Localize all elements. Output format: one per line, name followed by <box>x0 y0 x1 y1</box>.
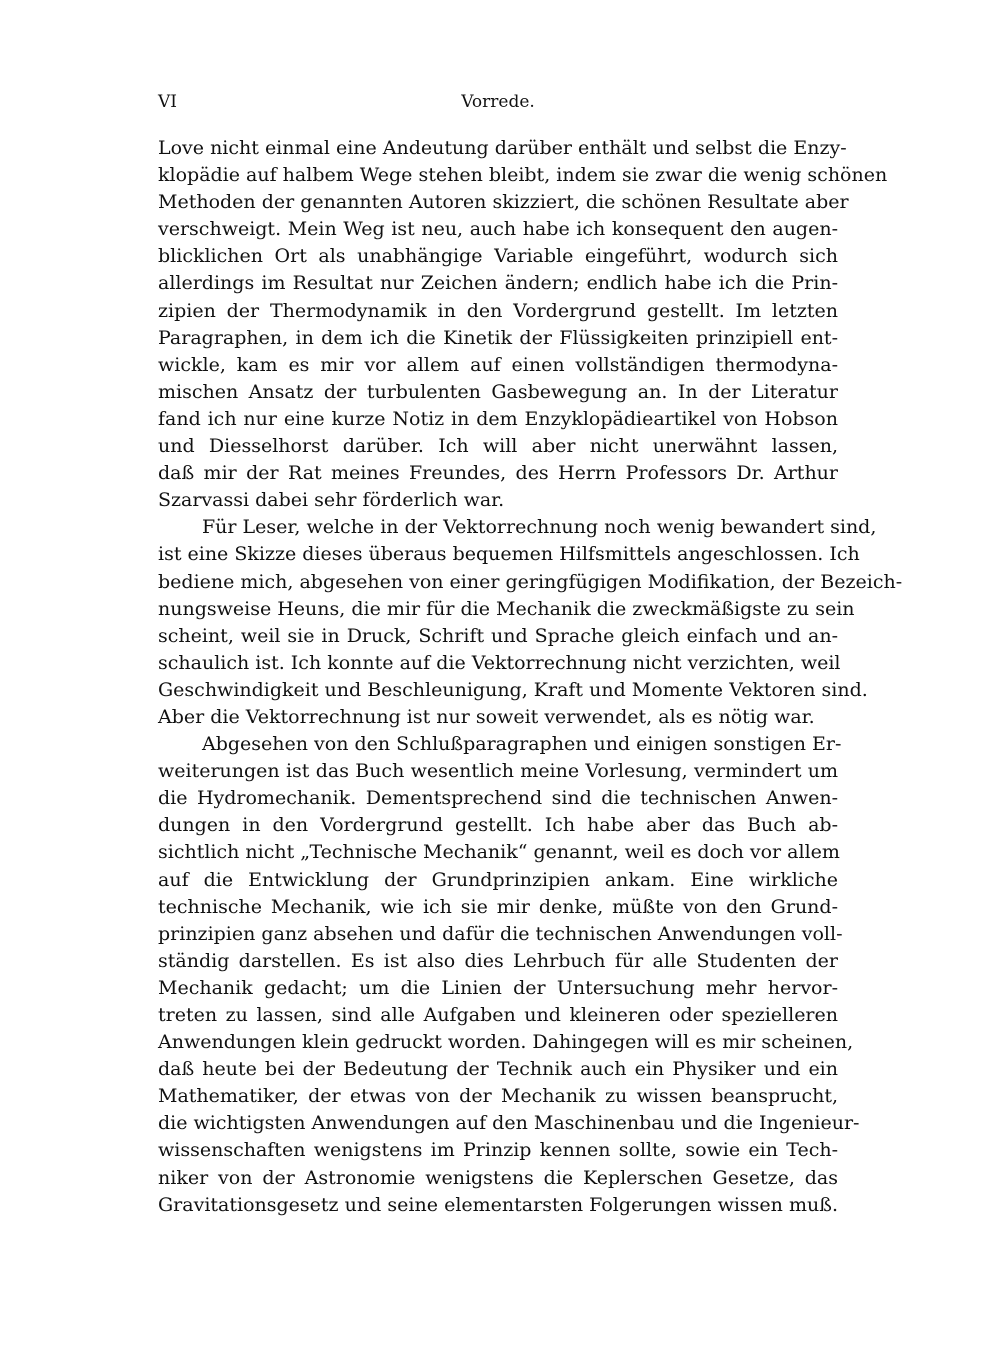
text-line: Mechanik gedacht; um die Linien der Untersuchung mehr hervor- <box>158 976 838 999</box>
body-text <box>158 135 903 1219</box>
text-line: technische Mechanik, wie ich sie mir denke, müßte von den Grund- <box>158 895 838 918</box>
paragraph-3 <box>158 731 860 1219</box>
text-line: Anwendungen klein gedruckt worden. Dahingegen will es mir scheinen, <box>158 1031 854 1054</box>
text-line: daß heute bei der Bedeutung der Technik auch ein Physiker und ein <box>158 1058 838 1081</box>
text-line: treten zu lassen, sind alle Aufgaben und kleineren oder spezielleren <box>158 1004 838 1026</box>
text-line: Aber die Vektorrechnung ist nur soweit verwendet, als es nötig war. <box>158 705 815 728</box>
text-line: Love nicht einmal eine Andeutung darüber enthält und selbst die Enzy- <box>158 137 847 159</box>
text-line: blicklichen Ort als unabhängige Variable eingeführt, wodurch sich <box>158 245 838 268</box>
text-line: bediene mich, abgesehen von einer geringfügigen Modifikation, der Bezeich- <box>158 570 903 593</box>
text-line: wickle, kam es mir vor allem auf einen vollständigen thermodyna- <box>158 353 838 376</box>
text-line: niker von der Astronomie wenigstens die Keplerschen Gesetze, das <box>158 1166 838 1189</box>
text-line: fand ich nur eine kurze Notiz in dem Enzyklopädieartikel von Hobson <box>158 407 838 430</box>
text-line: prinzipien ganz absehen und dafür die technischen Anwendungen voll- <box>158 922 843 945</box>
paragraph-1 <box>158 135 888 514</box>
text-line: Mathematiker, der etwas von der Mechanik zu wissen beansprucht, <box>158 1085 838 1108</box>
text-line: mischen Ansatz der turbulenten Gasbewegung an. In der Literatur <box>158 380 838 403</box>
text-line: sichtlich nicht „Technische Mechanik“ genannt, weil es doch vor allem <box>158 841 840 864</box>
paragraph-2 <box>158 514 903 731</box>
text-line: wissenschaften wenigstens im Prinzip kennen sollte, sowie ein Tech- <box>158 1139 838 1162</box>
text-line: Geschwindigkeit und Beschleunigung, Kraft und Momente Vektoren sind. <box>158 678 868 701</box>
text-line: Szarvassi dabei sehr förderlich war. <box>158 489 505 512</box>
text-line: die Hydromechanik. Dementsprechend sind die technischen Anwen- <box>158 787 838 810</box>
text-line: dungen in den Vordergrund gestellt. Ich habe aber das Buch ab- <box>158 814 838 837</box>
text-line: ist eine Skizze dieses überaus bequemen Hilfsmittels angeschlossen. Ich <box>158 543 860 566</box>
text-line: klopädie auf halbem Wege stehen bleibt, indem sie zwar die wenig schönen <box>158 164 888 187</box>
text-line: allerdings im Resultat nur Zeichen ändern; endlich habe ich die Prin- <box>158 272 838 295</box>
text-line: daß mir der Rat meines Freundes, des Herrn Professors Dr. Arthur <box>158 462 838 485</box>
text-line: verschweigt. Mein Weg ist neu, auch habe ich konsequent den augen- <box>158 218 838 241</box>
text-line: zipien der Thermodynamik in den Vordergrund gestellt. Im letzten <box>158 299 838 322</box>
text-line: auf die Entwicklung der Grundprinzipien ankam. Eine wirkliche <box>158 868 838 891</box>
text-line: und Diesselhorst darüber. Ich will aber nicht unerwähnt lassen, <box>158 435 838 458</box>
text-line: Abgesehen von den Schlußparagraphen und einigen sonstigen Er- <box>202 733 842 756</box>
page-header <box>158 92 838 118</box>
text-line: ständig darstellen. Es ist also dies Lehrbuch für alle Studenten der <box>158 949 838 972</box>
text-line: Paragraphen, in dem ich die Kinetik der Flüssigkeiten prinzipiell ent- <box>158 326 838 349</box>
text-line: die wichtigsten Anwendungen auf den Maschinenbau und die Ingenieur- <box>158 1112 860 1135</box>
text-line: weiterungen ist das Buch wesentlich meine Vorlesung, vermindert um <box>158 760 838 783</box>
text-line: Methoden der genannten Autoren skizziert, die schönen Resultate aber <box>158 191 849 214</box>
text-line: Für Leser, welche in der Vektorrechnung noch wenig bewandert sind, <box>202 516 877 539</box>
text-line: Gravitationsgesetz und seine elementarsten Folgerungen wissen muß. <box>158 1193 838 1216</box>
page-number: VI <box>158 92 177 112</box>
text-line: nungsweise Heuns, die mir für die Mechanik die zweckmäßigste zu sein <box>158 597 855 620</box>
text-line: scheint, weil sie in Druck, Schrift und Sprache gleich einfach und an- <box>158 624 838 647</box>
running-title: Vorrede. <box>461 92 535 112</box>
text-line: schaulich ist. Ich konnte auf die Vektorrechnung nicht verzichten, weil <box>158 651 841 674</box>
